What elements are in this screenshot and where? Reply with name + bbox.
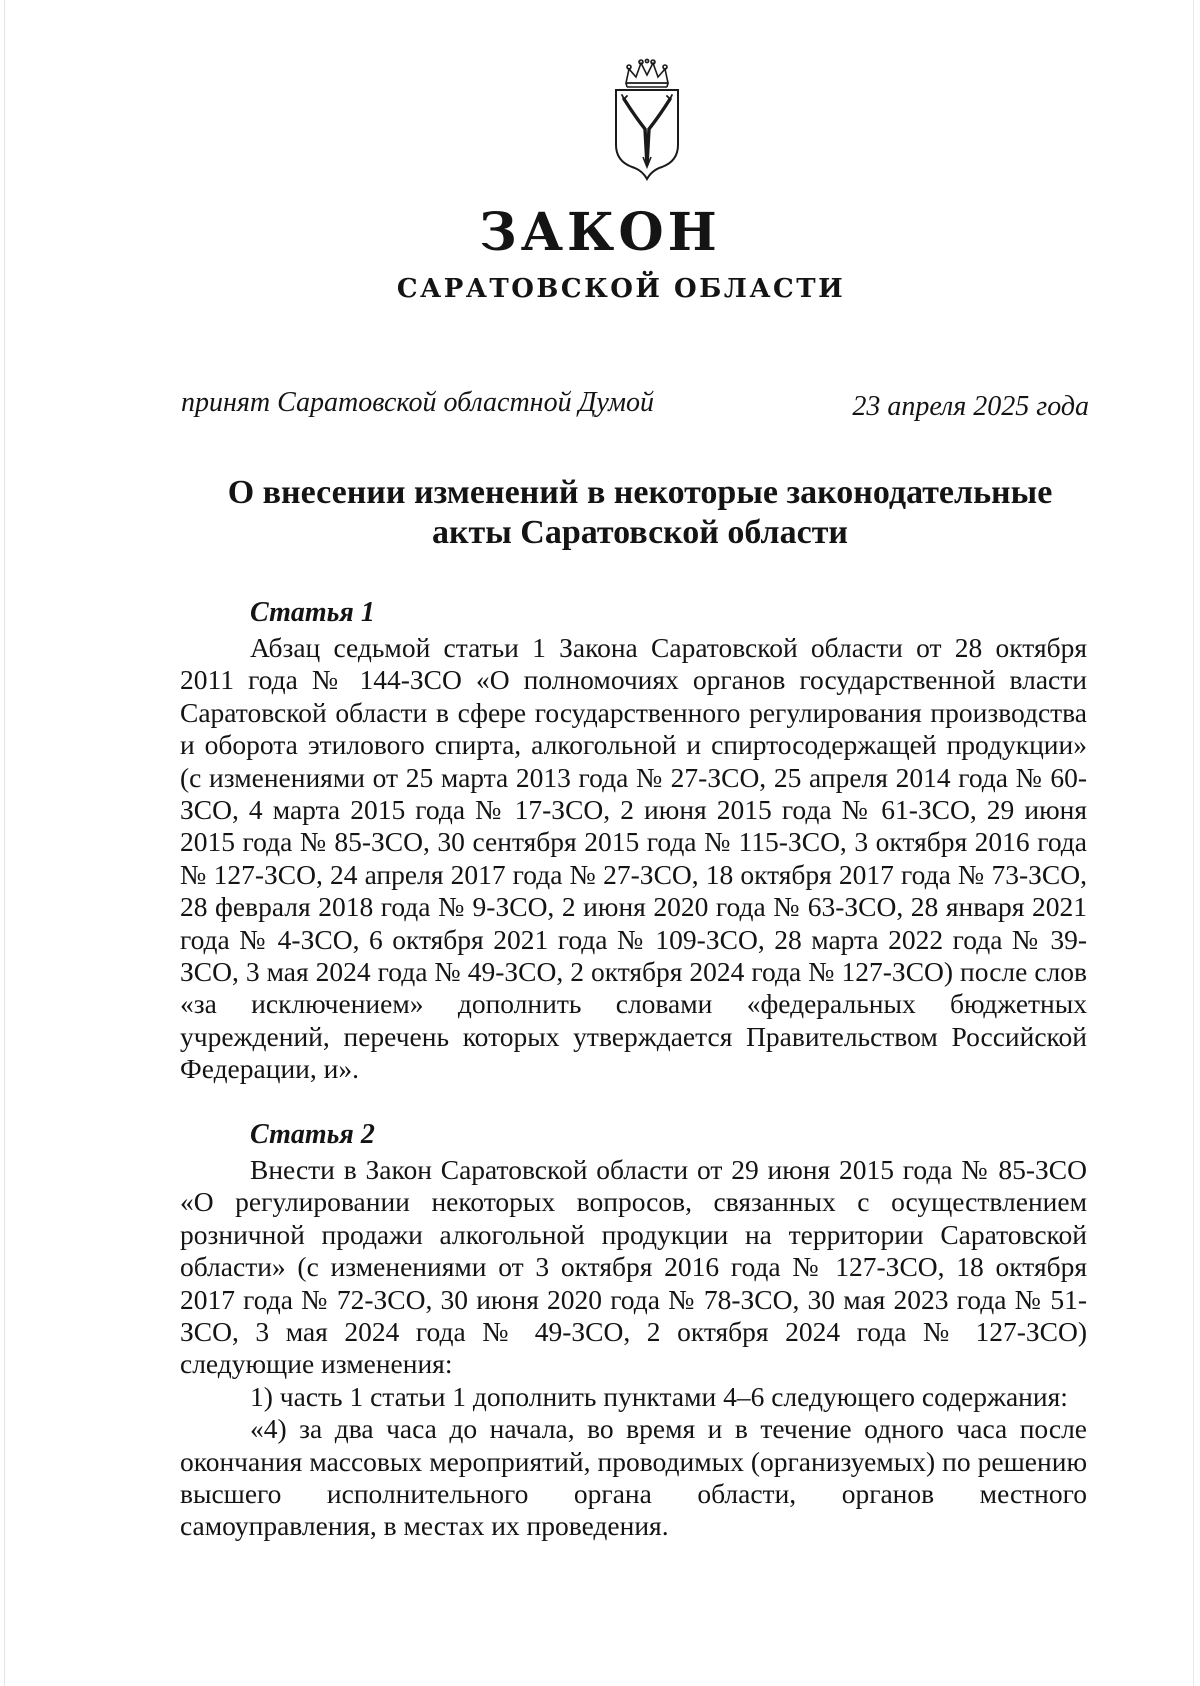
article-1-title: Статья 1 [250, 597, 375, 628]
adopted-date: 23 апреля 2025 года [852, 391, 1089, 422]
article-2-paragraph-3: «4) за два часа до начала, во время и в течение одного часа после окончания массовых мероприятий, проводимых (организуемых) по решению высшего исполнительного органа области, органов местного самоуправления, в местах их проведения. [180, 1413, 1087, 1542]
adopted-by: принят Саратовской областной Думой [181, 387, 654, 418]
article-1-body [180, 632, 1087, 1086]
document-heading [160, 473, 1120, 553]
article-2-title: Статья 2 [250, 1119, 375, 1150]
document-heading-line-2: акты Саратовской области [431, 514, 849, 551]
article-2-body [180, 1154, 1087, 1543]
law-subtitle: САРАТОВСКОЙ ОБЛАСТИ [396, 274, 846, 304]
article-1-paragraph-1: Абзац седьмой статьи 1 Закона Саратовской области от 28 октября 2011 года № 144-ЗСО «О полномочиях органов государственной власти Саратовской области в сфере государственного регулирования производства и оборота этилового спирта, алкогольной и спиртосодержащей продукции» (с изменениями от 25 марта 2013 года № 27-ЗСО, 25 апреля 2014 года № 60-ЗСО, 4 марта 2015 года № 17-ЗСО, 2 июня 2015 года № 61-ЗСО, 29 июня 2015 года № 85-ЗСО, 30 сентября 2015 года № 115-ЗСО, 3 октября 2016 года № 127-ЗСО, 24 апреля 2017 года № 27-ЗСО, 18 октября 2017 года № 73-ЗСО, 28 февраля 2018 года № 9-ЗСО, 2 июня 2020 года № 63-ЗСО, 28 января 2021 года № 4-ЗСО, 6 октября 2021 года № 109-ЗСО, 28 марта 2022 года № 39-ЗСО, 3 мая 2024 года № 49-ЗСО, 2 октября 2024 года № 127-ЗСО) после слов «за исключением» дополнить словами «федеральных бюджетных учреждений, перечень которых утверждается Правительством Российской Федерации, и». [180, 632, 1087, 1085]
article-2-paragraph-1: Внести в Закон Саратовской области от 29 июня 2015 года № 85-ЗСО «О регулировании некоторых вопросов, связанных с осуществлением розничной продажи алкогольной продукции на территории Саратовской области» (с изменениями от 3 октября 2016 года № 127-ЗСО, 18 октября 2017 года № 72-ЗСО, 30 июня 2020 года № 78-ЗСО, 30 мая 2023 года № 51-ЗСО, 3 мая 2024 года № 49-ЗСО, 2 октября 2024 года № 127-ЗСО) следующие изменения: [180, 1154, 1087, 1380]
saratov-coat-of-arms-icon [612, 57, 682, 181]
document-heading-line-1: О внесении изменений в некоторые законодательные [227, 474, 1053, 511]
article-2-paragraph-2: 1) часть 1 статьи 1 дополнить пунктами 4–6 следующего содержания: [250, 1380, 1068, 1412]
law-title: ЗАКОН [479, 202, 721, 263]
